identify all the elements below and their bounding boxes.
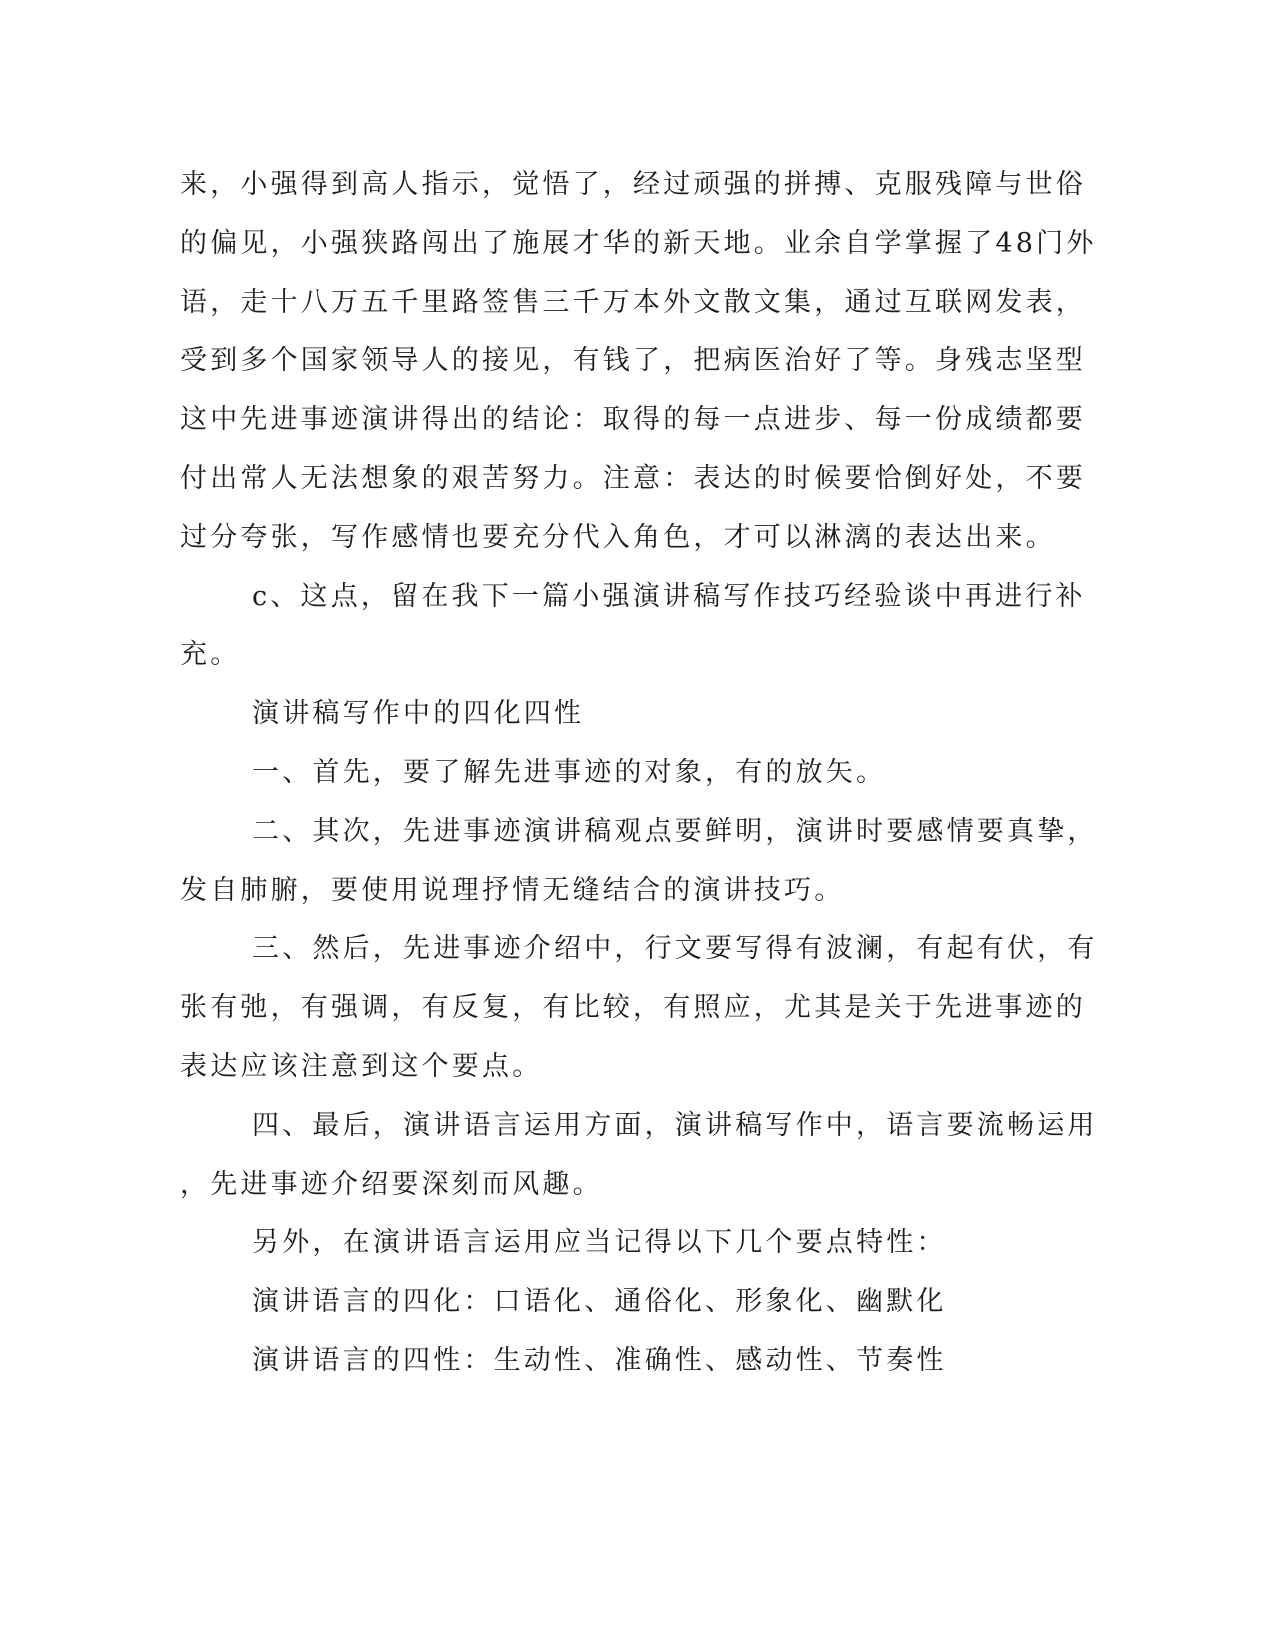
text-line: 来，小强得到高人指示，觉悟了，经过顽强的拼搏、克服残障与世俗 [180, 169, 1086, 200]
text-line: 过分夸张，写作感情也要充分代入角色，才可以淋漓的表达出来。 [180, 521, 1056, 553]
section-heading: 演讲稿写作中的四化四性 [252, 698, 585, 730]
text-line: 发自肺腑，要使用说理抒情无缝结合的演讲技巧。 [180, 874, 845, 906]
text-line: 一、首先，要了解先进事迹的对象，有的放矢。 [252, 756, 887, 788]
text-line: 语，走十八万五千里路签售三千万本外文散文集，通过互联网发表， [180, 286, 1086, 318]
text-line: 四、最后，演讲语言运用方面，演讲稿写作中，语言要流畅运用 [252, 1109, 1098, 1141]
body-text [180, 156, 1098, 1391]
text-line: 二、其次，先进事迹演讲稿观点要鲜明，演讲时要感情要真挚， [252, 815, 1098, 847]
text-line: 另外，在演讲语言运用应当记得以下几个要点特性： [252, 1227, 947, 1259]
text-line: ，先进事迹介绍要深刻而风趣。 [180, 1168, 603, 1200]
text-line: 充。 [180, 639, 241, 671]
text-line: 的偏见，小强狭路闯出了施展才华的新天地。业余自学掌握了48门外 [180, 227, 1097, 259]
text-line: 表达应该注意到这个要点。 [180, 1050, 543, 1082]
text-line: 演讲语言的四化：口语化、通俗化、形象化、幽默化 [252, 1286, 947, 1318]
text-line: 这中先进事迹演讲得出的结论：取得的每一点进步、每一份成绩都要 [180, 404, 1086, 436]
text-line: 张有弛，有强调，有反复，有比较，有照应，尤其是关于先进事迹的 [180, 992, 1086, 1024]
text-line: 演讲语言的四性：生动性、准确性、感动性、节奏性 [252, 1344, 947, 1376]
text-line: c、这点，留在我下一篇小强演讲稿写作技巧经验谈中再进行补 [252, 580, 1086, 612]
text-line: 付出常人无法想象的艰苦努力。注意：表达的时候要恰倒好处，不要 [180, 462, 1086, 494]
text-line: 三、然后，先进事迹介绍中，行文要写得有波澜，有起有伏，有 [252, 933, 1098, 965]
text-line: 受到多个国家领导人的接见，有钱了，把病医治好了等。身残志坚型 [180, 345, 1086, 377]
